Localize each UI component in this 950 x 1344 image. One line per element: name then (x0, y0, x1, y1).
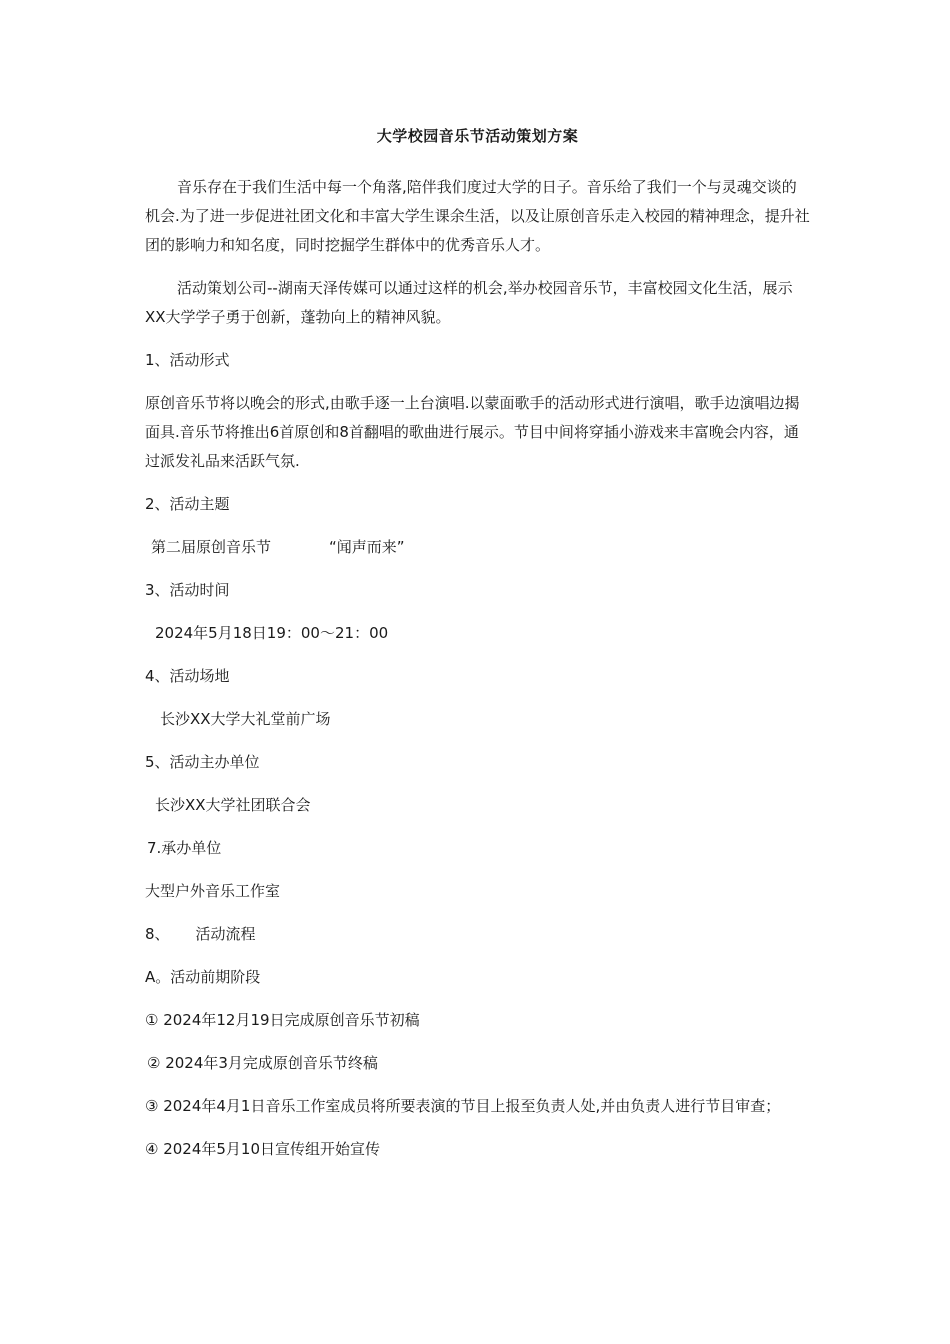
section-heading-organizer: 5、活动主办单位 (145, 753, 260, 771)
document-body (145, 122, 810, 1178)
section-heading-process (145, 920, 810, 949)
step-item-4: ④ 2024年5月10日宣传组开始宣传 (145, 1140, 381, 1158)
section-heading-form: 1、活动形式 (145, 351, 230, 369)
theme-slogan: “闻声而来” (329, 538, 405, 556)
section-body-time: 2024年5月18日19：00～21：00 (155, 624, 389, 642)
section-heading-theme: 2、活动主题 (145, 495, 230, 513)
document-title: 大学校园音乐节活动策划方案 (376, 127, 579, 145)
section-body-form: 原创音乐节将以晚会的形式,由歌手逐一上台演唱.以蒙面歌手的活动形式进行演唱，歌手边演唱边揭面具.音乐节将推出6首原创和8首翻唱的歌曲进行展示。节目中间将穿插小游戏来丰富晚会内容，通过派发礼品来活跃气氛. (145, 394, 800, 470)
step-item-1: ① 2024年12月19日完成原创音乐节初稿 (145, 1011, 420, 1029)
section-body-venue: 长沙XX大学大礼堂前广场 (160, 710, 331, 728)
process-label: 活动流程 (195, 925, 256, 943)
step-item-3: ③ 2024年4月1日音乐工作室成员将所要表演的节目上报至负责人处,并由负责人进行节目审查； (145, 1097, 781, 1115)
theme-name: 第二届原创音乐节 (151, 538, 272, 556)
intro-paragraph-2: 活动策划公司--湖南天泽传媒可以通过这样的机会,举办校园音乐节，丰富校园文化生活，展示XX大学学子勇于创新，蓬勃向上的精神风貌。 (145, 279, 793, 326)
stage-a-heading: A。活动前期阶段 (145, 968, 261, 986)
section-body-theme (145, 533, 810, 562)
intro-paragraph-1: 音乐存在于我们生活中每一个角落,陪伴我们度过大学的日子。音乐给了我们一个与灵魂交谈的机会.为了进一步促进社团文化和丰富大学生课余生活，以及让原创音乐走入校园的精神理念，提升社团的影响力和知名度，同时挖掘学生群体中的优秀音乐人才。 (145, 178, 810, 254)
section-body-organizer: 长沙XX大学社团联合会 (155, 796, 311, 814)
section-heading-co-organizer: 7.承办单位 (147, 839, 222, 857)
section-heading-time: 3、活动时间 (145, 581, 230, 599)
section-heading-venue: 4、活动场地 (145, 667, 230, 685)
step-item-2: ② 2024年3月完成原创音乐节终稿 (147, 1054, 378, 1072)
section-body-co-organizer: 大型户外音乐工作室 (145, 882, 281, 900)
process-number: 8、 (145, 925, 170, 943)
